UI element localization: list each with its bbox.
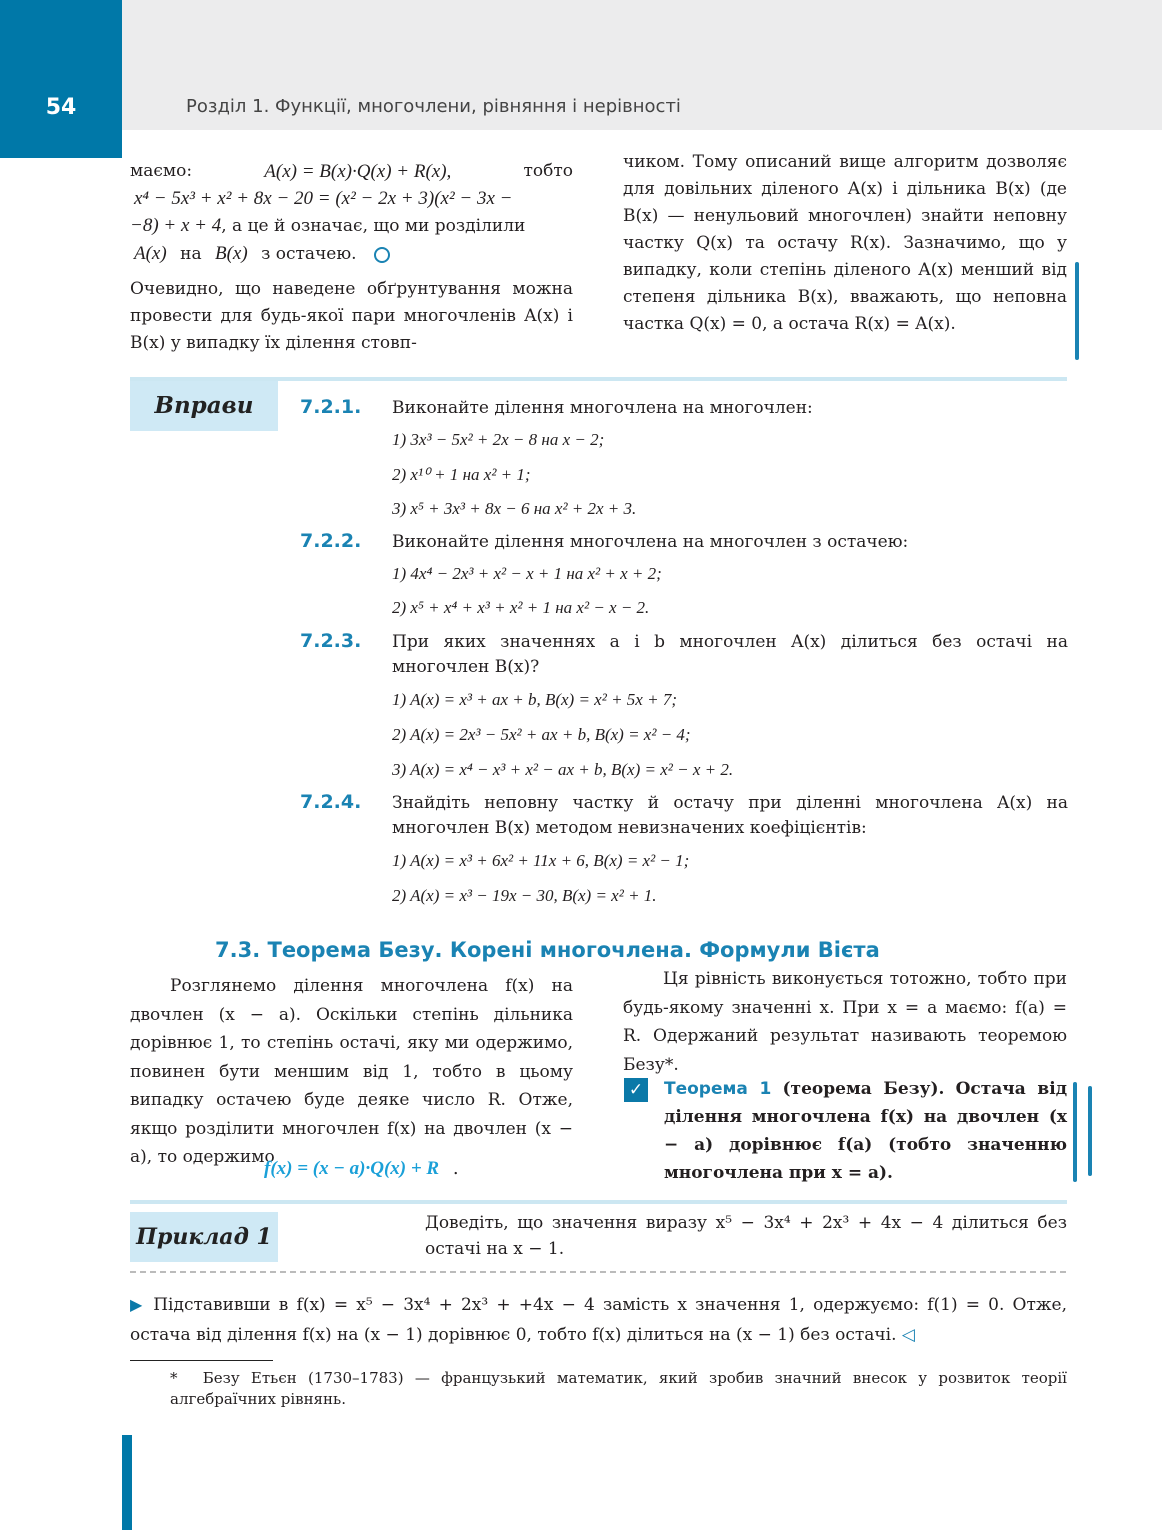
exercise-7-2-1-number: 7.2.1. <box>300 396 362 418</box>
example-task: Доведіть, що значення виразу x⁵ − 3x⁴ + 2x³ + 4x − 4 ділиться без остачі на x − 1. <box>425 1213 1067 1259</box>
bottom-right-text: Ця рівність виконується тотожно, тобто при будь-якому значенні x. При x = a маємо: f(a) = R. Одержаний результат називають теоремою Безу*. <box>623 969 1067 1075</box>
exercise-7-2-3-item-1: 1) A(x) = x³ + ax + b, B(x) = x² + 5x + 7; <box>392 690 677 709</box>
exercise-7-2-4-number: 7.2.4. <box>300 791 362 813</box>
top-left-line3 <box>130 212 573 240</box>
margin-bracket-theorem-1 <box>1073 1082 1077 1182</box>
exercise-7-2-1-item-3: 3) x⁵ + 3x³ + 8x − 6 на x² + 2x + 3. <box>392 499 637 518</box>
exercise-7-2-1-item-1: 1) 3x³ − 5x² + 2x − 8 на x − 2; <box>392 430 605 449</box>
line1-prefix: маємо: <box>130 161 193 181</box>
top-right-column <box>623 149 1067 338</box>
bottom-right-column <box>623 965 1067 1079</box>
exercise-7-2-3-text: При яких значеннях a і b многочлен A(x) ділиться без остачі на многочлен B(x)? <box>392 632 1068 677</box>
end-of-proof-circle-icon <box>374 247 390 263</box>
line4-b: B(x) <box>214 243 248 264</box>
example-divider <box>130 1200 1067 1204</box>
exercise-7-2-3-number: 7.2.3. <box>300 630 362 652</box>
page-number: 54 <box>45 95 77 120</box>
example-dashed-separator <box>130 1271 1066 1273</box>
solution-start-triangle-icon: ▶ <box>130 1295 146 1314</box>
line1-suffix: тобто <box>523 161 573 181</box>
footnote-marker: * <box>170 1369 178 1387</box>
top-left-line1 <box>130 158 573 185</box>
footnote <box>170 1368 1067 1410</box>
exercise-7-2-3-item-2: 2) A(x) = 2x³ − 5x² + ax + b, B(x) = x² − 4; <box>392 725 691 744</box>
line4-text: з остачею. <box>261 244 357 264</box>
besu-formula-end: . <box>452 1158 459 1179</box>
exercise-7-2-3-item-3: 3) A(x) = x⁴ − x³ + x² − ax + b, B(x) = x² − x + 2. <box>392 760 734 779</box>
example-label-text: Приклад 1 <box>136 1224 272 1250</box>
bottom-accent-bar <box>122 1435 132 1530</box>
bottom-left-formula-line <box>264 1158 459 1180</box>
exercise-7-2-1-text: Виконайте ділення многочлена на многочлен: <box>392 398 813 418</box>
checkmark-icon: ✓ <box>624 1078 648 1102</box>
exercise-7-2-2-item-2: 2) x⁵ + x⁴ + x³ + x² + 1 на x² − x − 2. <box>392 598 650 617</box>
exercise-7-2-2-number: 7.2.2. <box>300 530 362 552</box>
line1-formula: A(x) = B(x)·Q(x) + R(x), <box>264 161 452 182</box>
example-label <box>130 1212 278 1262</box>
line4-a: A(x) <box>134 243 167 264</box>
line3-text: , а це й означає, що ми розділили <box>221 216 526 236</box>
bottom-left-column <box>130 972 573 1172</box>
exercise-7-2-1-item-2: 2) x¹⁰ + 1 на x² + 1; <box>392 465 531 484</box>
footnote-rule <box>130 1360 273 1361</box>
exercise-7-2-4-item-2: 2) A(x) = x³ − 19x − 30, B(x) = x² + 1. <box>392 886 657 905</box>
exercise-7-2-2-item-1: 1) 4x⁴ − 2x³ + x² − x + 1 на x² + x + 2; <box>392 564 662 583</box>
top-left-paragraph: Очевидно, що наведене обґрунтування можна провести для будь-якої пари многочленів A(x) і B(x) у випадку їх ділення стовп- <box>130 279 573 353</box>
example-solution <box>130 1290 1067 1350</box>
margin-bracket-theorem-2 <box>1088 1086 1092 1176</box>
section-title: 7.3. Теорема Безу. Корені многочлена. Формули Вієта <box>215 938 880 962</box>
exercises-label <box>130 381 278 431</box>
footnote-text: Безу Етьєн (1730–1783) — французький математик, який зробив значний внесок у розвиток теорії алгебраїчних рівнянь. <box>170 1369 1067 1408</box>
solution-text: Підставивши в f(x) = x⁵ − 3x⁴ + 2x³ + +4x − 4 замість x значення 1, одержуємо: f(1) = 0. Отже, остача від ділення f(x) на (x − 1) дорівнює 0, тобто f(x) ділиться на (x − 1) без остачі. <box>130 1295 1067 1345</box>
theorem-paren: (теорема Безу). <box>782 1079 945 1099</box>
top-left-column <box>130 158 573 357</box>
exercise-7-2-4-item-1: 1) A(x) = x³ + 6x² + 11x + 6, B(x) = x² − 1; <box>392 851 690 870</box>
solution-end-mark: ◁ <box>901 1325 915 1345</box>
page-number-tab <box>0 0 122 158</box>
exercise-7-2-4-text: Знайдіть неповну частку й остачу при діленні многочлена A(x) на многочлен B(x) методом невизначених коефіцієнтів: <box>392 793 1068 838</box>
line4-na: на <box>180 244 202 264</box>
exercises-label-text: Вправи <box>154 392 254 419</box>
top-left-line4 <box>130 240 573 268</box>
theorem-text: Остача від ділення многочлена f(x) на двочлен (x − a) дорівнює f(a) (тобто значенню многочлена при x = a). <box>664 1079 1068 1183</box>
exercise-7-2-2-text: Виконайте ділення многочлена на многочлен з остачею: <box>392 532 909 552</box>
chapter-title: Розділ 1. Функції, многочлени, рівняння і нерівності <box>186 96 681 117</box>
theorem-block <box>664 1075 1067 1187</box>
top-left-line2: x⁴ − 5x³ + x² + 8x − 20 = (x² − 2x + 3)(x² − 3x − <box>134 188 513 209</box>
theorem-label: Теорема 1 <box>664 1079 772 1099</box>
top-right-text: чиком. Тому описаний вище алгоритм дозволяє для довільних діленого A(x) і дільника B(x) (де B(x) — ненульовий многочлен) знайти неповну частку Q(x) та остачу R(x). Зазначимо, що у випадку, коли степінь діленого A(x) менший від степеня дільника B(x), вважають, що неповна частка Q(x) = 0, а остача R(x) = A(x). <box>623 152 1067 334</box>
besu-formula: f(x) = (x − a)·Q(x) + R <box>264 1158 440 1179</box>
line3-formula: −8) + x + 4 <box>130 215 222 236</box>
margin-bracket-top <box>1075 262 1079 360</box>
bottom-left-text: Розглянемо ділення многочлена f(x) на двочлен (x − a). Оскільки степінь дільника дорівнює 1, то степінь остачі, яку ми одержимо, повинен бути меншим від 1, тобто в цьому випадку остачею буде деяке число R. Отже, якщо розділити многочлен f(x) на двочлен (x − a), то одержимо <box>130 976 573 1167</box>
